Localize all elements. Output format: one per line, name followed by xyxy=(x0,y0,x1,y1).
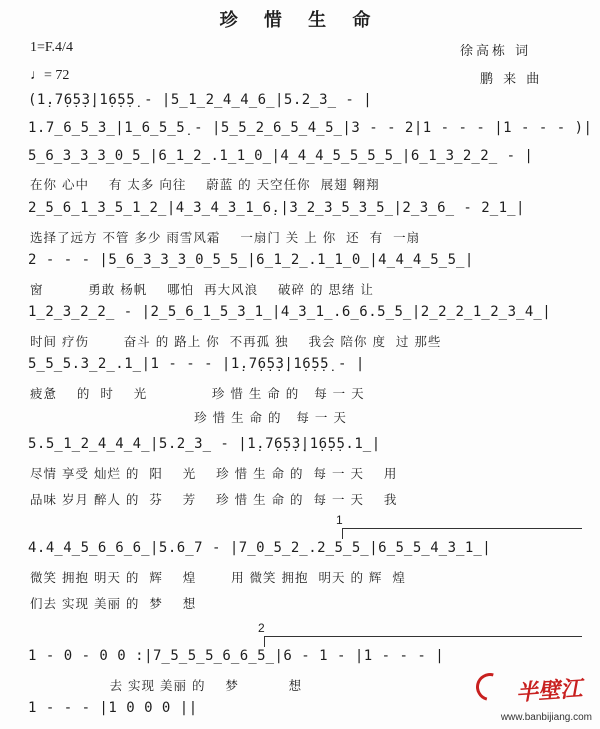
song-title: 珍 惜 生 命 xyxy=(219,10,381,31)
composer-credit: 鹏 来 曲 xyxy=(480,72,543,87)
lyric-line-6: 珍 惜 生 命 的 每 一 天 xyxy=(30,410,347,425)
notation-line-4: 2̲5̲6̲1̲3̲5̲1̲2̲|4̲3̲4̲3̲1̲6̣.|3̲2̲3̲5̲3̲5̲|2̲3̲6̲ - 2̲1̲| xyxy=(28,200,525,216)
key-signature: 1=F.4/4 xyxy=(30,40,73,55)
lyric-line-2: 选择了远方 不管 多少 雨雪风霜 一扇门 关 上 你 还 有 一扇 xyxy=(30,230,421,245)
notation-line-3: 5̲6̲3̲3̲3̲0̲5̲|6̲1̲2̲.1̲1̲0̲|4̲4̲4̲5̲5̲5̲5̲|6̲1̲3̲2̲2̲ - | xyxy=(28,148,534,164)
lyric-line-11: 去 实现 美丽 的 梦 想 xyxy=(30,678,303,693)
notation-line-7: 5̲5̲5.3̲2̲.1̲|1 - - - |1̣.7̣6̣5̣3̣|1̣6̣5̣5̣ - | xyxy=(28,356,365,372)
volta-number-2: 2 xyxy=(258,621,265,635)
lyric-line-7: 尽情 享受 灿烂 的 阳 光 珍 惜 生 命 的 每 一 天 用 xyxy=(30,466,398,481)
lyric-line-4: 时间 疗伤 奋斗 的 路上 你 不再孤 独 我会 陪你 度 过 那些 xyxy=(30,334,442,349)
lyric-line-1: 在你 心中 有 太多 向往 蔚蓝 的 天空任你 展翅 翱翔 xyxy=(30,177,380,192)
lyric-line-10: 们去 实现 美丽 的 梦 想 xyxy=(30,596,197,611)
volta-number-1: 1 xyxy=(336,513,343,527)
notation-line-5: 2 - - - |5̲6̲3̲3̲3̲0̲5̲5̲|6̲1̲2̲.1̲1̲0̲|4̲4̲4̲5̲5̲| xyxy=(28,252,474,268)
lyric-line-5: 疲惫 的 时 光 珍 惜 生 命 的 每 一 天 xyxy=(30,386,365,401)
notation-line-11: 1 - - - |1 0 0 0 || xyxy=(28,700,198,716)
volta-second-ending xyxy=(258,621,582,637)
notation-line-2: 1.7̲6̲5̲3̲|1̲6̲5̲5̣ - |5̲5̲2̲6̲5̲4̲5̲|3 - - 2|1 - - - |1 - - - )| xyxy=(28,120,593,136)
volta-first-ending xyxy=(336,513,582,529)
lyric-line-8: 品味 岁月 醉人 的 芬 芳 珍 惜 生 命 的 每 一 天 我 xyxy=(30,492,398,507)
notation-line-6: 1̲2̲3̲2̲2̲ - |2̲5̲6̲1̲5̲3̲1̲|4̲3̲1̲.6̲6.5̲5̲|2̲2̲2̲1̲2̲3̲4̲| xyxy=(28,304,552,320)
lyric-line-3: 窗 勇敢 杨帆 哪怕 再大风浪 破碎 的 思绪 让 xyxy=(30,282,374,297)
notation-line-1: (1̣.7̣6̣5̣3̣|1̣6̣5̣5̣ - |5̲1̲2̲4̲4̲6̲|5.2̲3̲ - | xyxy=(28,92,373,108)
lyric-line-9: 微笑 拥抱 明天 的 辉 煌 用 微笑 拥抱 明天 的 辉 煌 xyxy=(30,570,406,585)
watermark-logo: 半壁江 xyxy=(515,675,583,707)
notation-line-10: 1 - 0 - 0 0 :|7̲5̲5̲5̲6̲6̲5̲|6 - 1 - |1 - - - | xyxy=(28,648,445,664)
tempo-marking: ♩= 72 xyxy=(30,68,70,83)
watermark-site: www.banbijiang.com xyxy=(500,712,592,723)
notation-line-8: 5.5̲1̲2̲4̲4̲4̲|5.2̲3̲ - |1̣.7̣6̣5̣3̣|1̣6̣5̣5.1̲| xyxy=(28,436,381,452)
notation-line-9: 4.4̲4̲5̲6̲6̲6̲|5.6̲7 - |7̲0̲5̲2̲.2̲5̲5̲|6̲5̲5̲4̲3̲1̲| xyxy=(28,540,492,556)
watermark-swoosh-icon xyxy=(471,668,509,706)
lyricist-credit: 徐高栋 词 xyxy=(460,44,532,59)
